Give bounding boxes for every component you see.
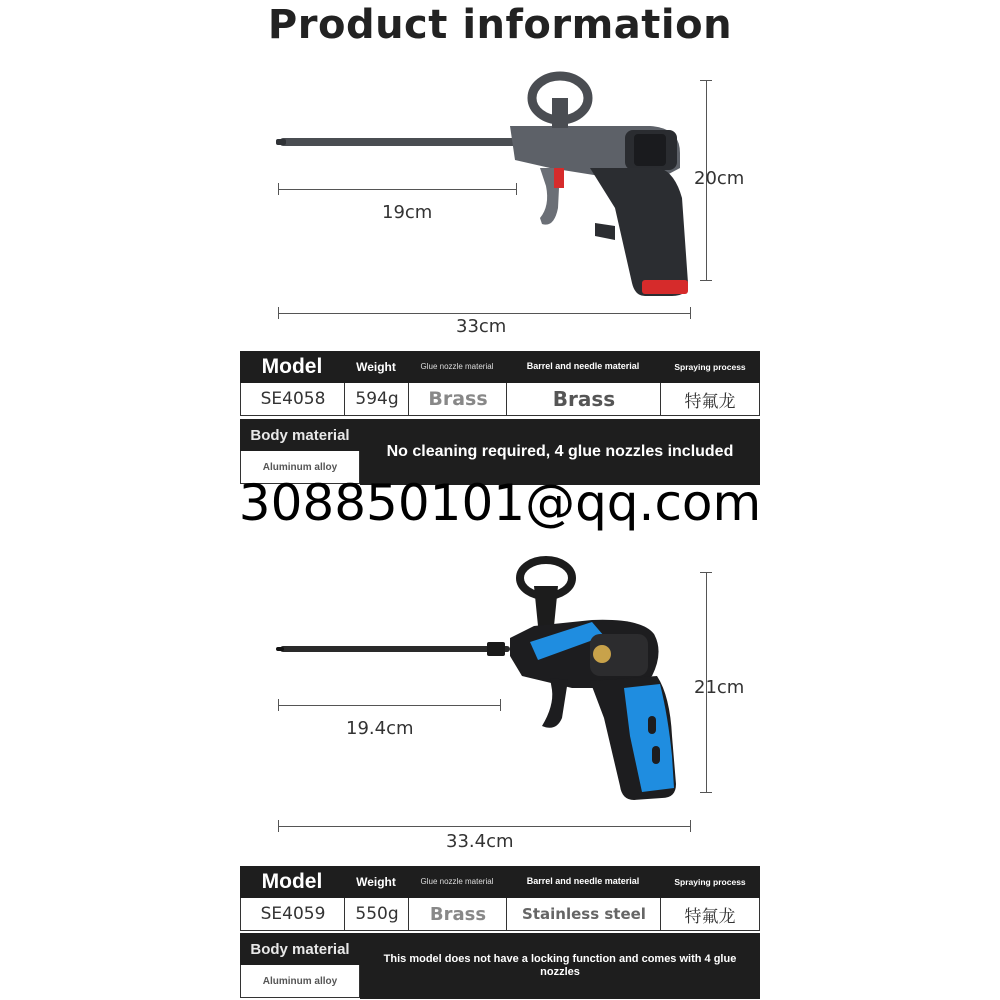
- header-model: Model: [261, 869, 323, 893]
- header-weight: Weight: [356, 874, 396, 889]
- body-material-label-1: Body material: [240, 419, 360, 451]
- total-dim-tick-right-1: [690, 307, 691, 319]
- spec-table-1: [240, 351, 760, 417]
- feature-note-2: This model does not have a locking function and comes with 4 glue nozzles: [360, 933, 760, 999]
- body-material-label-2: Body material: [240, 933, 360, 965]
- spec-header-row-1: [240, 351, 760, 383]
- value-model: SE4059: [260, 904, 326, 924]
- body-material-block-2: [240, 933, 760, 999]
- needle-dim-tick-right-1: [516, 183, 517, 195]
- needle-length-label-2: 19.4cm: [346, 718, 414, 739]
- gun-1-accent: [642, 280, 688, 294]
- header-spraying-process: Spraying process: [674, 361, 746, 372]
- total-dim-line-2: [278, 826, 690, 827]
- spec-value-row-2: [240, 898, 760, 931]
- total-dim-line-1: [278, 313, 690, 314]
- body-material-value-1: Aluminum alloy: [240, 451, 360, 484]
- contact-email: 308850101@qq.com: [238, 474, 762, 532]
- needle-dim-line-1: [278, 189, 516, 190]
- header-spraying-process: Spraying process: [674, 876, 746, 887]
- value-model: SE4058: [260, 389, 326, 409]
- spec-header-row-2: [240, 866, 760, 898]
- value-spraying-process: 特氟龙: [684, 906, 736, 927]
- spec-value-row-1: [240, 383, 760, 416]
- height-label-1: 20cm: [694, 168, 745, 189]
- header-nozzle-material: Glue nozzle material: [420, 876, 494, 886]
- foam-gun-2-illustration: [272, 556, 692, 806]
- page-title: Product information: [267, 2, 733, 48]
- value-nozzle-material: Brass: [428, 388, 488, 410]
- foam-gun-1-illustration: [270, 68, 700, 308]
- height-label-2: 21cm: [694, 677, 745, 698]
- gun-2-needle: [280, 646, 510, 652]
- value-barrel-material: Brass: [552, 387, 616, 411]
- header-barrel-material: Barrel and needle material: [526, 361, 640, 372]
- gun-1-needle: [280, 138, 520, 146]
- spec-table-2: [240, 866, 760, 932]
- value-spraying-process: 特氟龙: [684, 391, 736, 412]
- header-model: Model: [261, 354, 323, 378]
- value-barrel-material: Stainless steel: [522, 905, 646, 923]
- header-nozzle-material: Glue nozzle material: [420, 361, 494, 371]
- body-material-value-2: Aluminum alloy: [240, 965, 360, 998]
- total-length-label-2: 33.4cm: [446, 831, 514, 852]
- value-weight: 550g: [355, 904, 399, 924]
- value-weight: 594g: [355, 389, 399, 409]
- total-length-label-1: 33cm: [456, 316, 507, 337]
- needle-dim-tick-right-2: [500, 699, 501, 711]
- needle-dim-line-2: [278, 705, 500, 706]
- needle-length-label-1: 19cm: [382, 202, 433, 223]
- header-barrel-material: Barrel and needle material: [526, 876, 640, 887]
- total-dim-tick-right-2: [690, 820, 691, 832]
- height-dim-tick-bottom-2: [700, 792, 712, 793]
- value-nozzle-material: Brass: [429, 903, 487, 925]
- feature-note-1: No cleaning required, 4 glue nozzles included: [360, 419, 760, 485]
- height-dim-tick-bottom-1: [700, 280, 712, 281]
- gun-2-trigger: [542, 678, 568, 728]
- header-weight: Weight: [356, 359, 396, 374]
